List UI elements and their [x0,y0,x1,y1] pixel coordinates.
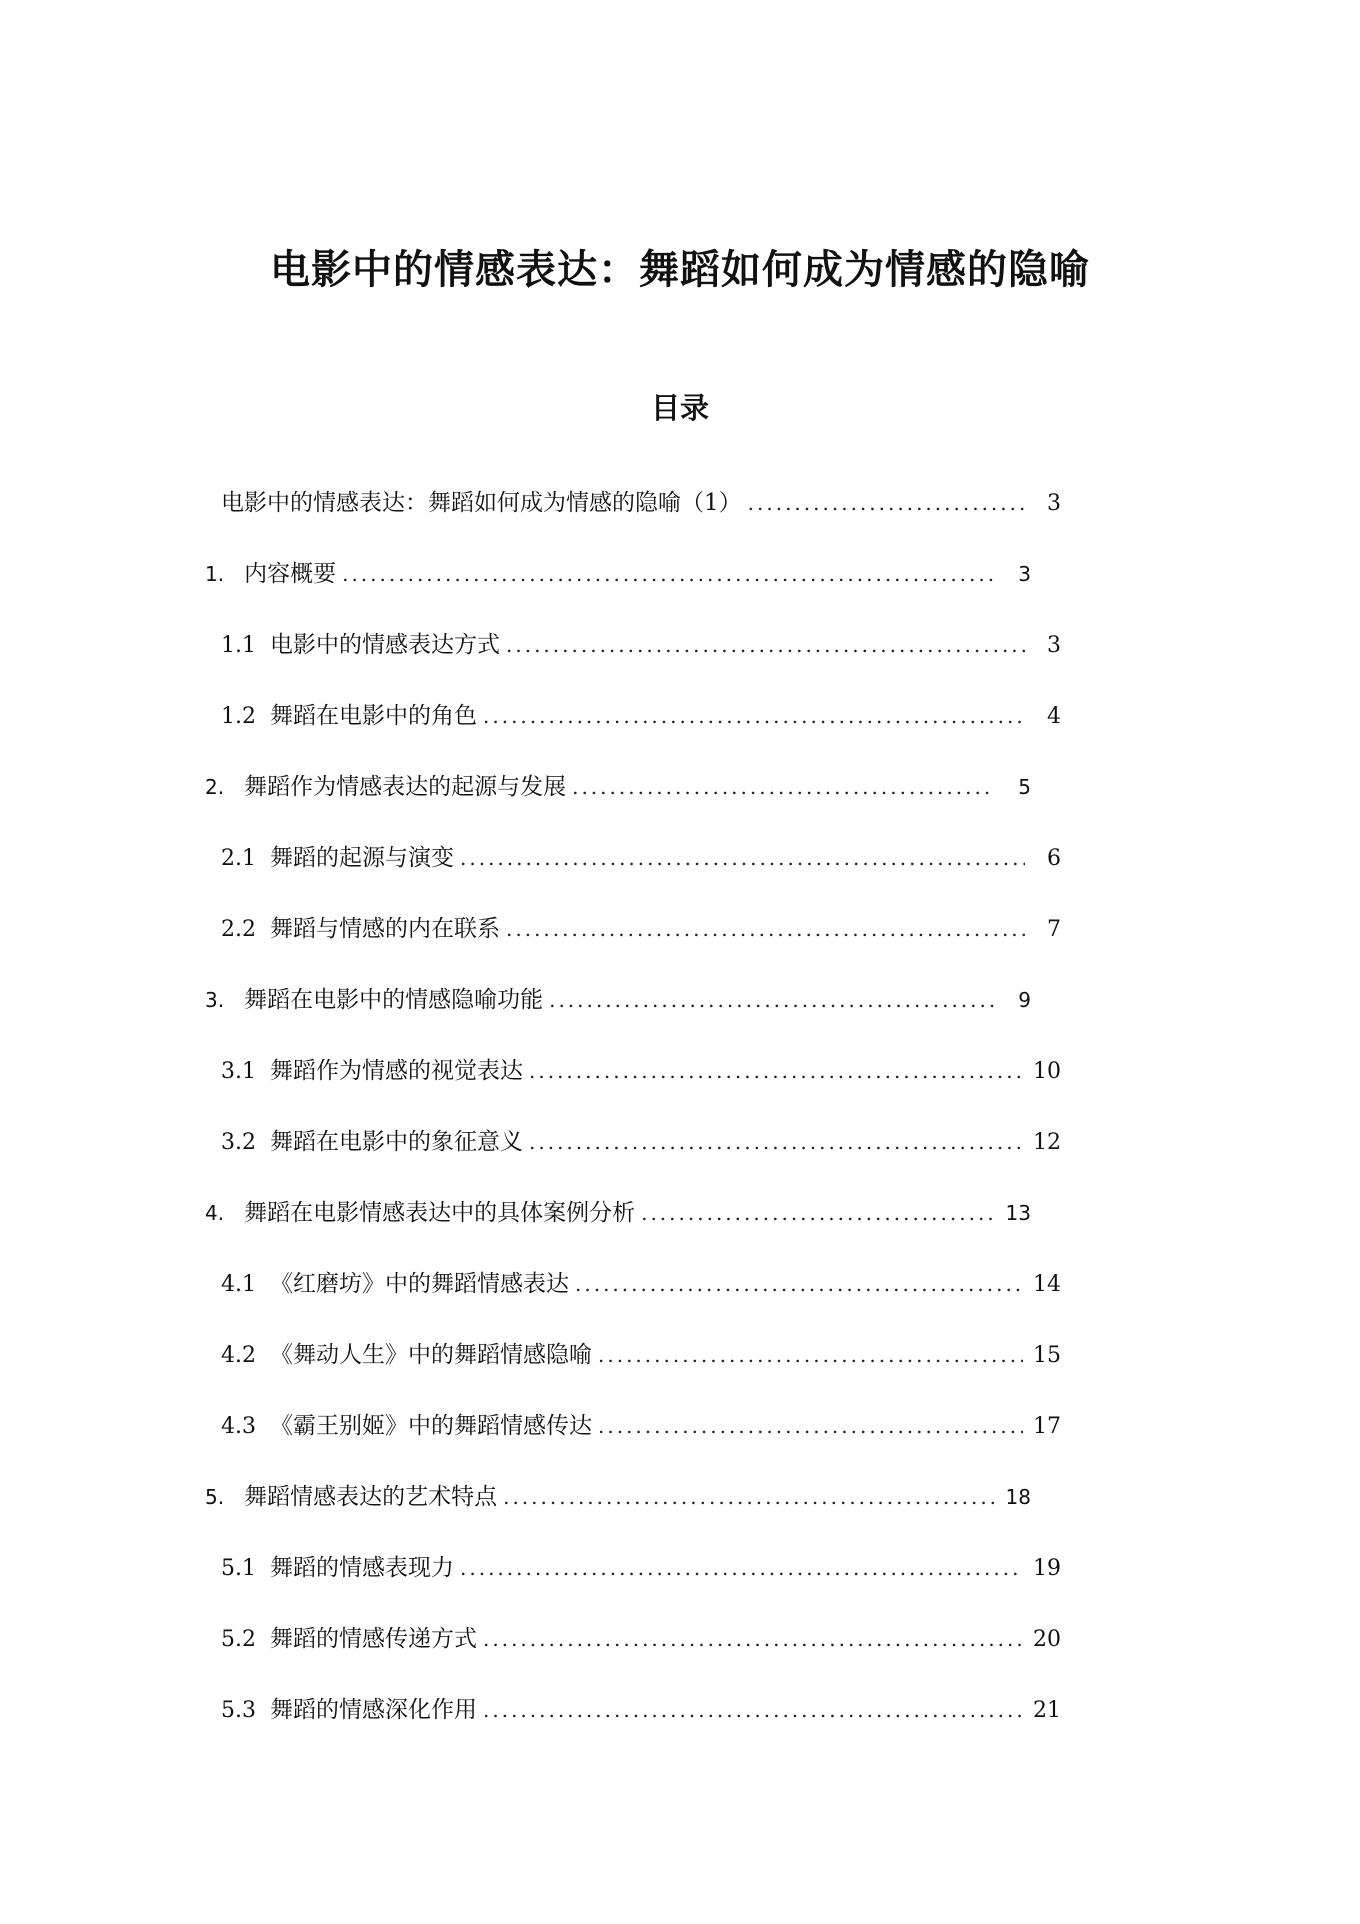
toc-entry-page: 3 [1047,633,1061,658]
toc-entry-number: 4. [205,1201,225,1225]
toc-entry[interactable] [221,697,1061,737]
toc-entry-page: 12 [1033,1130,1061,1155]
toc-entry-page: 10 [1033,1059,1061,1084]
toc-entry[interactable] [221,910,1061,950]
toc-entry[interactable] [221,484,1061,524]
toc-entry-label: 2.2 舞蹈与情感的内在联系 [221,916,500,942]
toc-entry[interactable] [221,1620,1061,1660]
toc-entry-label: 4.2 《舞动人生》中的舞蹈情感隐喻 [221,1342,592,1368]
toc-leader-dots [503,1485,995,1509]
toc-entry-number: 2.1 [221,846,256,871]
toc-entry-number: 3.1 [221,1059,256,1084]
toc-entry[interactable] [205,981,1045,1021]
toc-entry-number: 5.3 [221,1698,256,1723]
toc-entry[interactable] [221,1336,1061,1376]
toc-entry[interactable] [205,1194,1045,1234]
toc-leader-dots [506,633,1025,657]
toc-entry[interactable] [221,1691,1061,1731]
toc-entry-label: 5.2 舞蹈的情感传递方式 [221,1626,477,1652]
toc-entry-number: 4.3 [221,1414,256,1439]
toc-entry-number: 5.2 [221,1627,256,1652]
toc-entry-page: 3 [1018,562,1031,586]
toc-entry-label: 5.3 舞蹈的情感深化作用 [221,1697,477,1723]
toc-entry-page: 15 [1033,1343,1061,1368]
toc-entry[interactable] [205,1478,1045,1518]
toc-entry-number: 5. [205,1485,225,1509]
toc-leader-dots [575,1272,1023,1296]
toc-entry[interactable] [221,626,1061,666]
toc-heading: 目录 [650,391,709,425]
toc-leader-dots [460,846,1025,870]
toc-entry[interactable] [221,1052,1061,1092]
toc-entry-page: 14 [1033,1272,1061,1297]
toc-entry-page: 4 [1047,704,1061,729]
toc-entry-label: 5.1 舞蹈的情感表现力 [221,1555,454,1581]
toc-entry[interactable] [221,839,1061,879]
toc-entry-label: 5. 舞蹈情感表达的艺术特点 [205,1484,498,1510]
toc-entry-label: 4. 舞蹈在电影情感表达中的具体案例分析 [205,1200,636,1226]
toc-entry-label: 2.1 舞蹈的起源与演变 [221,845,454,871]
toc-entry-number: 5.1 [221,1556,256,1581]
toc-entry-label: 电影中的情感表达：舞蹈如何成为情感的隐喻（1） [221,490,742,516]
toc-entry[interactable] [221,1123,1061,1163]
toc-entry[interactable] [221,1265,1061,1305]
toc-leader-dots [342,562,995,586]
toc-leader-dots [483,1627,1023,1651]
toc-entry[interactable] [205,555,1045,595]
toc-entry-label: 4.3 《霸王别姬》中的舞蹈情感传达 [221,1413,592,1439]
toc-entry[interactable] [205,768,1045,808]
toc-entry[interactable] [221,1407,1061,1447]
toc-entry-label: 4.1 《红磨坊》中的舞蹈情感表达 [221,1271,569,1297]
toc-entry-page: 5 [1018,775,1031,799]
toc-entry-number: 3. [205,988,225,1012]
toc-entry-number: 1.2 [221,704,256,729]
toc-leader-dots [641,1201,995,1225]
toc-entry-page: 18 [1005,1485,1031,1509]
toc-entry-page: 20 [1033,1627,1061,1652]
toc-entry-label: 3. 舞蹈在电影中的情感隐喻功能 [205,987,544,1013]
toc-entry-page: 17 [1033,1414,1061,1439]
toc-entry-number: 2. [205,775,225,799]
toc-entry-number: 3.2 [221,1130,256,1155]
toc-leader-dots [529,1059,1023,1083]
toc-entry-number: 4.2 [221,1343,256,1368]
toc-leader-dots [483,704,1025,728]
toc-leader-dots [598,1414,1023,1438]
toc-entry-number: 1. [205,562,225,586]
toc-leader-dots [549,988,995,1012]
toc-leader-dots [598,1343,1023,1367]
toc-entry-page: 13 [1005,1201,1031,1225]
toc-leader-dots [748,491,1025,515]
toc-entry-label: 3.1 舞蹈作为情感的视觉表达 [221,1058,523,1084]
toc-entry-page: 9 [1018,988,1031,1012]
toc-leader-dots [460,1556,1023,1580]
toc-entry-number: 1.1 [221,633,256,658]
toc-entry-number: 2.2 [221,917,256,942]
toc-entry-page: 6 [1047,846,1061,871]
toc-entry-label: 1.1 电影中的情感表达方式 [221,632,500,658]
toc-leader-dots [529,1130,1023,1154]
toc-entry[interactable] [221,1549,1061,1589]
toc-entry-page: 21 [1033,1698,1061,1723]
document-title: 电影中的情感表达：舞蹈如何成为情感的隐喻 [270,247,1090,293]
toc-entry-page: 7 [1047,917,1061,942]
toc-entry-label: 1. 内容概要 [205,561,337,587]
toc-leader-dots [506,917,1025,941]
toc-entry-label: 1.2 舞蹈在电影中的角色 [221,703,477,729]
toc-entry-page: 19 [1033,1556,1061,1581]
toc-entry-label: 3.2 舞蹈在电影中的象征意义 [221,1129,523,1155]
toc-leader-dots [572,775,995,799]
toc-entry-label: 2. 舞蹈作为情感表达的起源与发展 [205,774,567,800]
toc-entry-page: 3 [1047,491,1061,516]
toc-entry-number: 4.1 [221,1272,256,1297]
toc-leader-dots [483,1698,1023,1722]
